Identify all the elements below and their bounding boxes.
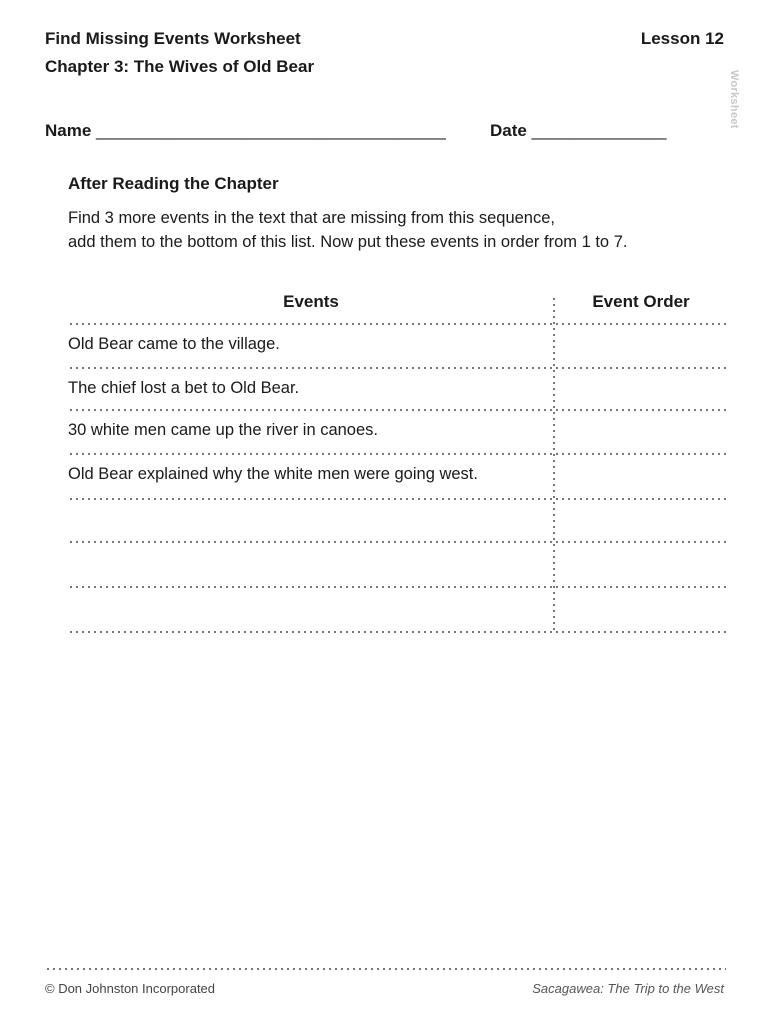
events-column-header: Events [283,292,339,311]
instructions [68,206,627,254]
section-heading: After Reading the Chapter [68,174,279,193]
event-row-2: The chief lost a bet to Old Bear. [68,379,300,397]
event-order-column-header: Event Order [592,292,690,311]
footer-divider [45,968,726,970]
column-divider [553,296,555,634]
copyright-notice: © Don Johnston Incorporated [45,981,216,996]
instructions-line-1: Find 3 more events in the text that are missing from this sequence, [68,209,555,227]
date-blank[interactable]: _______________ [531,121,666,140]
book-title: Sacagawea: The Trip to the West [532,981,724,996]
instructions-line-2: add them to the bottom of this list. Now put these events in order from 1 to 7. [68,233,628,251]
chapter-title: Chapter 3: The Wives of Old Bear [45,57,315,76]
worksheet-title: Find Missing Events Worksheet [45,29,301,48]
event-order-cell-7[interactable] [556,588,726,630]
side-label: Worksheet [728,70,740,129]
event-order-cell-4[interactable] [556,455,726,497]
event-row-1: Old Bear came to the village. [68,335,280,353]
event-row-5[interactable] [68,510,548,544]
date-label: Date [490,121,527,140]
name-label: Name [45,121,92,140]
event-order-cell-1[interactable] [556,325,726,367]
event-order-cell-3[interactable] [556,411,726,453]
event-row-6[interactable] [68,553,548,587]
name-field[interactable] [45,121,445,141]
event-order-cell-5[interactable] [556,500,726,542]
table-divider [68,631,726,633]
name-blank[interactable]: _______________________________________ [96,121,446,140]
date-field[interactable] [490,121,666,141]
event-row-3: 30 white men came up the river in canoes. [68,421,378,439]
lesson-number: Lesson 12 [640,29,724,48]
event-order-cell-2[interactable] [556,369,726,411]
event-row-4: Old Bear explained why the white men were going west. [68,465,478,483]
event-row-7[interactable] [68,598,548,632]
event-order-cell-6[interactable] [556,543,726,585]
